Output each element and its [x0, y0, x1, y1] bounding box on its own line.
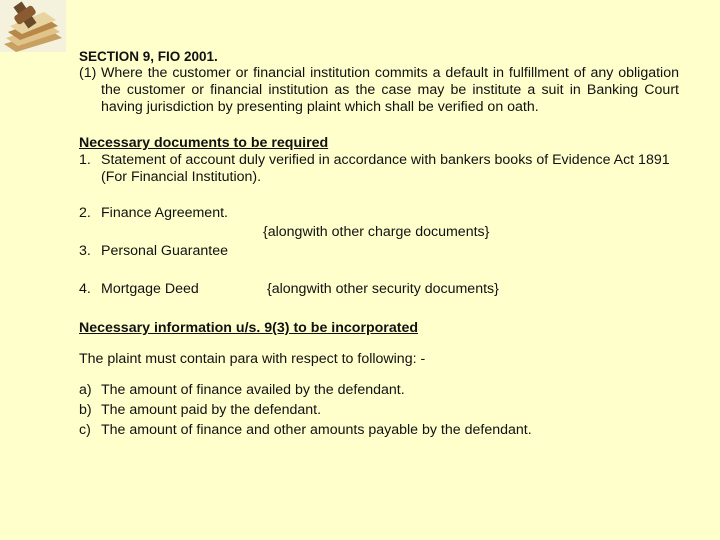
item-number: b) — [79, 402, 92, 418]
section-title: SECTION 9, FIO 2001. — [79, 49, 218, 64]
document-item-2 — [79, 205, 228, 222]
document-item-3 — [79, 243, 228, 260]
item-number: 4. — [79, 281, 91, 297]
security-documents-note: {alongwith other security documents} — [267, 281, 499, 297]
item-text: Personal Guarantee — [101, 243, 228, 259]
charge-documents-note: {alongwith other charge documents} — [263, 224, 490, 240]
information-intro: The plaint must contain para with respect to following: - — [79, 351, 426, 367]
item-text: Mortgage Deed — [101, 281, 199, 297]
document-item-1 — [79, 152, 679, 186]
information-item-a — [79, 382, 679, 399]
item-number: c) — [79, 422, 91, 438]
section-clause — [79, 65, 679, 116]
item-text: The amount of finance availed by the defendant. — [101, 382, 405, 398]
item-text: Statement of account duly verified in accordance with bankers books of Evidence Act 1891 (For Financial Institution). — [101, 152, 670, 185]
information-item-c — [79, 422, 679, 439]
documents-heading: Necessary documents to be required — [79, 135, 329, 151]
item-number: a) — [79, 382, 92, 398]
item-text: The amount of finance and other amounts payable by the defendant. — [101, 422, 532, 438]
information-heading: Necessary information u/s. 9(3) to be incorporated — [79, 320, 419, 336]
clause-text: Where the customer or financial institution commits a default in fulfillment of any obligation the customer or financial institution as the case may be institute a suit in Banking Court having jurisdiction by presenting plaint which shall be verified on oath. — [101, 65, 679, 115]
documents-list — [79, 205, 679, 301]
item-number: 3. — [79, 243, 91, 259]
item-number: 1. — [79, 152, 91, 168]
document-body — [79, 48, 679, 439]
item-number: 2. — [79, 205, 91, 221]
clause-number: (1) — [79, 65, 97, 81]
item-text: Finance Agreement. — [101, 205, 228, 221]
item-text: The amount paid by the defendant. — [101, 402, 322, 418]
information-item-b — [79, 402, 679, 419]
gavel-books-icon — [0, 0, 66, 52]
document-item-4 — [79, 281, 199, 298]
